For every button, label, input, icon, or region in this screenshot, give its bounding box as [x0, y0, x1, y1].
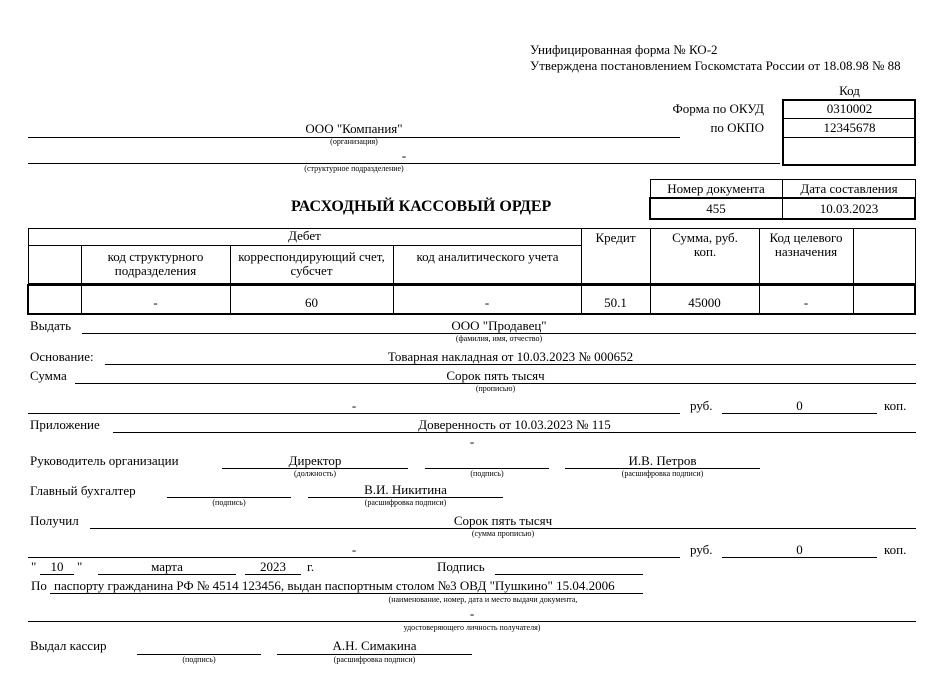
- basis-value: Товарная накладная от 10.03.2023 № 000652: [387, 349, 634, 364]
- kop-label-2: коп.: [884, 542, 907, 557]
- received-label: Получил: [30, 513, 79, 528]
- col-corr-header: корреспондирующий счет, субсчет: [238, 249, 385, 278]
- cashier-name-caption: (расшифровка подписи): [333, 655, 416, 664]
- row-credit: 50.1: [604, 295, 627, 310]
- amount-label: Сумма: [30, 368, 67, 383]
- passport-extra: -: [469, 606, 475, 621]
- cashier-name: А.Н. Симакина: [332, 638, 417, 653]
- year-value: 2023: [260, 559, 286, 574]
- debit-header: Дебет: [288, 228, 321, 243]
- head-position: Директор: [288, 453, 342, 468]
- signature-label: Подпись: [437, 559, 485, 574]
- row-target: -: [803, 295, 809, 310]
- head-sign-caption: (подпись): [470, 469, 504, 478]
- col-analytic-header: код аналитического учета: [416, 249, 559, 264]
- col-struct-header: код структурного подразделения: [107, 249, 204, 278]
- document-title: РАСХОДНЫЙ КАССОВЫЙ ОРДЕР: [291, 198, 552, 215]
- issue-label: Выдать: [30, 318, 72, 333]
- issue-value: ООО "Продавец": [451, 318, 547, 333]
- rub-label: руб.: [690, 398, 713, 413]
- doc-number: 455: [706, 201, 726, 216]
- head-name: И.В. Петров: [628, 453, 697, 468]
- department-caption: (структурное подразделение): [304, 164, 404, 173]
- amount-extra: -: [351, 398, 357, 413]
- received-words: Сорок пять тысяч: [453, 513, 553, 528]
- accountant-name: В.И. Никитина: [364, 482, 447, 497]
- by-label: По: [31, 578, 47, 593]
- kop-value-2: 0: [796, 542, 803, 557]
- attachment-value: Доверенность от 10.03.2023 № 115: [418, 417, 611, 432]
- received-extra: -: [351, 542, 357, 557]
- head-label: Руководитель организации: [30, 453, 179, 468]
- code-label: Код: [839, 83, 860, 98]
- month-value: марта: [151, 559, 183, 574]
- basis-label: Основание:: [30, 349, 94, 364]
- year-suffix: г.: [307, 559, 315, 574]
- code-divider: [784, 118, 914, 119]
- kop-label: коп.: [884, 398, 907, 413]
- row-sum: 45000: [688, 295, 721, 310]
- attachment-extra: -: [469, 434, 475, 449]
- department-name: -: [401, 148, 407, 163]
- passport-caption: (наименование, номер, дата и место выдачи документа,: [388, 595, 578, 604]
- quote-open: ": [31, 559, 37, 574]
- form-approval: Утверждена постановлением Госкомстата России от 18.08.98 № 88: [530, 58, 901, 73]
- col-target-header: Код целевого назначения: [769, 230, 843, 259]
- passport-caption-2: удостоверяющего личность получателя): [403, 623, 541, 632]
- doc-number-label: Номер документа: [667, 181, 765, 196]
- cashier-sign-caption: (подпись): [182, 655, 216, 664]
- okpo-value: 12345678: [823, 120, 876, 135]
- okpo-label: по ОКПО: [710, 120, 764, 135]
- row-analytic: -: [484, 295, 490, 310]
- row-struct: -: [153, 295, 158, 310]
- kop-value: 0: [796, 398, 803, 413]
- form-reference: Унифицированная форма № КО-2: [530, 42, 718, 57]
- recipient-signature-line: [495, 574, 643, 575]
- head-position-caption: (должность): [294, 469, 336, 478]
- issue-caption: (фамилия, имя, отчество): [455, 334, 543, 343]
- cashier-label: Выдал кассир: [30, 638, 107, 653]
- accountant-sign-caption: (подпись): [212, 498, 246, 507]
- col-credit-header: Кредит: [595, 230, 636, 245]
- organization-caption: (организация): [330, 137, 378, 146]
- amount-caption: (прописью): [475, 384, 516, 393]
- code-divider: [784, 137, 914, 138]
- received-caption: (сумма прописью): [471, 529, 535, 538]
- quote-close: ": [77, 559, 83, 574]
- row-corr: 60: [305, 295, 318, 310]
- doc-date: 10.03.2023: [819, 201, 879, 216]
- amount-words: Сорок пять тысяч: [446, 368, 545, 383]
- head-name-caption: (расшифровка подписи): [621, 469, 704, 478]
- okud-value: 0310002: [826, 101, 873, 116]
- doc-date-label: Дата составления: [800, 181, 898, 196]
- col-sum-header: Сумма, руб. коп.: [672, 230, 738, 259]
- day-value: 10: [50, 559, 64, 574]
- attachment-label: Приложение: [30, 417, 100, 432]
- organization-name: ООО "Компания": [305, 121, 403, 136]
- accountant-label: Главный бухгалтер: [30, 483, 136, 498]
- passport-value: паспорту гражданина РФ № 4514 123456, выдан паспортным столом №3 ОВД "Пушкино" 15.04.2006: [54, 578, 615, 593]
- rub-label-2: руб.: [690, 542, 713, 557]
- accountant-name-caption: (расшифровка подписи): [364, 498, 447, 507]
- okud-label: Форма по ОКУД: [672, 101, 764, 116]
